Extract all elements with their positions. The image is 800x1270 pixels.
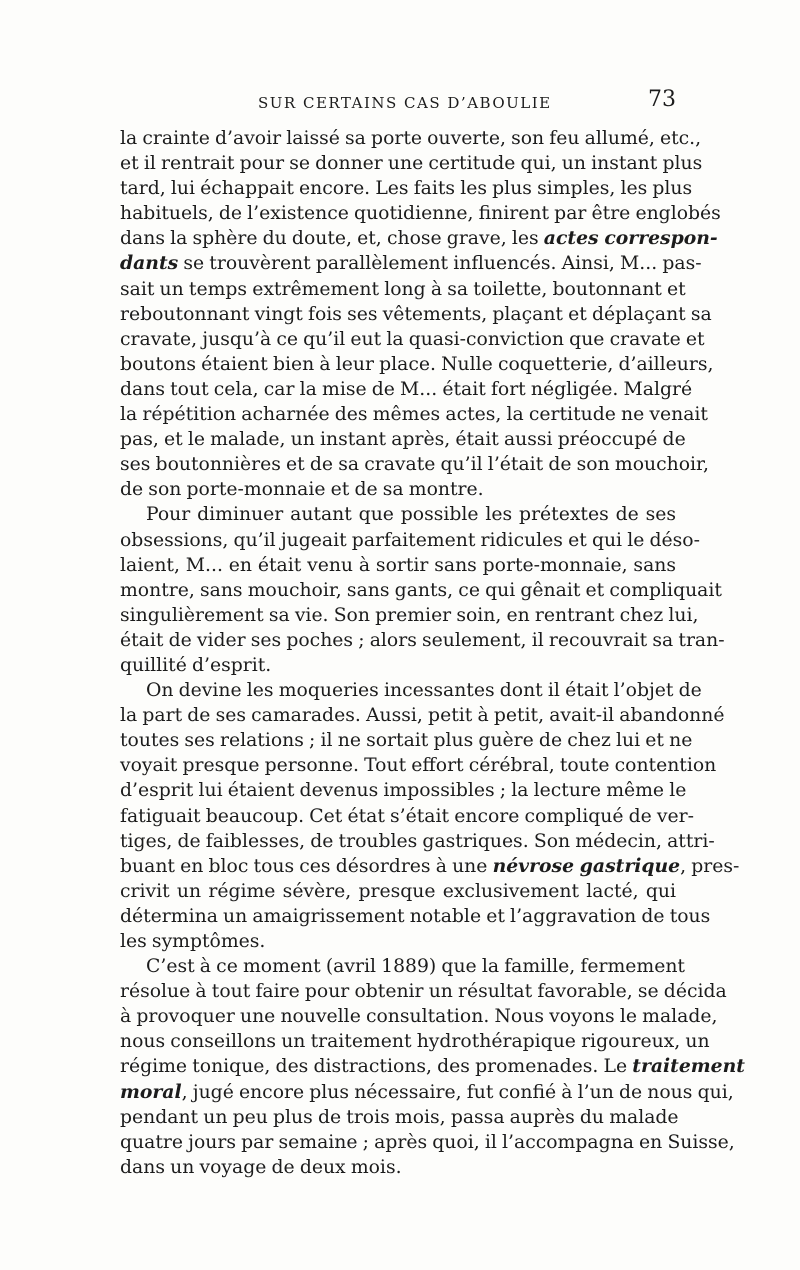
running-head: SUR CERTAINS CAS D’ABOULIE <box>258 94 552 112</box>
text-line: crivit un régime sévère, presque exclusivement lacté, qui <box>120 880 676 902</box>
text-line: la crainte d’avoir laissé sa porte ouverte, son feu allumé, etc., <box>120 128 702 149</box>
text-segment: régime tonique, des distractions, des promenades. Le <box>120 1056 633 1078</box>
italic-term: traitement <box>632 1055 745 1078</box>
italic-term: dants <box>120 252 179 275</box>
text-line: était de vider ses poches ; alors seulement, il recouvrait sa tran- <box>120 629 725 651</box>
text-line <box>120 1080 734 1105</box>
text-line: à provoquer une nouvelle consultation. Nous voyons le malade, <box>120 1006 718 1028</box>
text-segment: , jugé encore plus nécessaire, fut confié à l’un de nous qui, <box>181 1081 734 1103</box>
paragraph-end-line: les symptômes. <box>120 931 266 952</box>
text-line <box>120 226 718 251</box>
text-line: habituels, de l’existence quotidienne, finirent par être englobés <box>120 203 721 225</box>
text-line: détermina un amaigrissement notable et l’aggravation de tous <box>120 905 711 927</box>
text-line: boutons étaient bien à leur place. Nulle coquetterie, d’ailleurs, <box>120 353 714 375</box>
paragraph-end-line: dans un voyage de deux mois. <box>120 1156 402 1178</box>
text-line: nous conseillons un traitement hydrothérapique rigoureux, un <box>120 1031 710 1053</box>
paragraph-end-line: quillité d’esprit. <box>120 654 272 676</box>
text-line <box>120 1054 745 1079</box>
italic-term: actes correspon- <box>543 227 718 250</box>
text-line <box>120 854 740 879</box>
text-segment: se trouvèrent parallèlement influencés. Ainsi, M... pas- <box>178 253 702 275</box>
text-line: sait un temps extrêmement long à sa toilette, boutonnant et <box>120 278 686 300</box>
text-line: pendant un peu plus de trois mois, passa auprès du malade <box>120 1106 679 1128</box>
text-segment: , pres- <box>680 855 740 877</box>
text-line: singulièrement sa vie. Son premier soin, en rentrant chez lui, <box>120 604 699 626</box>
text-line: laient, M... en était venu à sortir sans porte-monnaie, sans <box>120 554 676 576</box>
text-line: cravate, jusqu’à ce qu’il eut la quasi-conviction que cravate et <box>120 328 705 350</box>
text-line: toutes ses relations ; il ne sortait plus guère de chez lui et ne <box>120 730 693 752</box>
italic-term: moral <box>120 1080 182 1103</box>
paragraph-start-line: On devine les moqueries incessantes dont il était l’objet de <box>146 680 702 702</box>
text-line: quatre jours par semaine ; après quoi, il l’accompagna en Suisse, <box>120 1131 735 1153</box>
paragraph-end-line: de son porte-monnaie et de sa montre. <box>120 479 484 501</box>
text-line: tiges, de faiblesses, de troubles gastriques. Son médecin, attri- <box>120 830 715 852</box>
paragraph-start-line: C’est à ce moment (avril 1889) que la famille, fermement <box>146 956 685 978</box>
text-line: ses boutonnières et de sa cravate qu’il l’était de son mouchoir, <box>120 454 709 476</box>
text-line: la part de ses camarades. Aussi, petit à petit, avait-il abandonné <box>120 705 725 727</box>
text-line: obsessions, qu’il jugeait parfaitement ridicules et qui le déso- <box>120 529 700 551</box>
text-line: et il rentrait pour se donner une certitude qui, un instant plus <box>120 153 703 175</box>
text-line: pas, et le malade, un instant après, était aussi préoccupé de <box>120 429 686 451</box>
text-line: résolue à tout faire pour obtenir un résultat favorable, se décida <box>120 981 727 1003</box>
text-line: voyait presque personne. Tout effort cérébral, toute contention <box>120 755 717 777</box>
text-line: fatiguait beaucoup. Cet état s’était encore compliqué de ver- <box>120 805 694 827</box>
text-segment: dans la sphère du doute, et, chose grave, les <box>120 228 544 250</box>
italic-term: névrose gastrique <box>492 854 681 877</box>
text-line: reboutonnant vingt fois ses vêtements, plaçant et déplaçant sa <box>120 303 712 325</box>
text-line: la répétition acharnée des mêmes actes, la certitude ne venait <box>120 404 708 426</box>
paragraph-start-line: Pour diminuer autant que possible les prétextes de ses <box>146 504 676 526</box>
page-header <box>120 84 676 124</box>
text-line: tard, lui échappait encore. Les faits les plus simples, les plus <box>120 178 693 200</box>
text-line: montre, sans mouchoir, sans gants, ce qui gênait et compliquait <box>120 579 722 601</box>
body-text <box>120 126 745 1180</box>
text-line: d’esprit lui étaient devenus impossibles ; la lecture même le <box>120 780 687 802</box>
text-line: dans tout cela, car la mise de M... était fort négligée. Malgré <box>120 378 693 400</box>
text-segment: buant en bloc tous ces désordres à une <box>120 855 493 877</box>
page-number: 73 <box>648 87 676 112</box>
text-line <box>120 251 702 276</box>
